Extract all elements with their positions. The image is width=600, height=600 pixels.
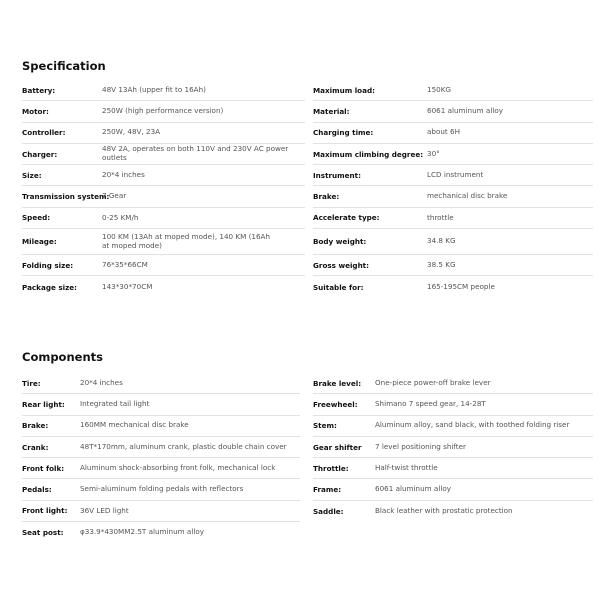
spec-label: Instrument:: [313, 170, 361, 180]
comp-row-brake-level: [313, 373, 593, 394]
comp-value: Aluminum alloy, sand black, with toothed folding riser: [375, 420, 570, 430]
comp-value: 20*4 inches: [80, 377, 123, 387]
comp-row-brake: [22, 416, 300, 437]
comp-row-seat-post: [22, 522, 300, 543]
spec-row-battery: [22, 80, 305, 101]
comp-label: Throttle:: [313, 463, 349, 473]
spec-row-gross-weight: [313, 255, 593, 276]
comp-value: 7 level positioning shifter: [375, 441, 466, 451]
comp-label: Saddle:: [313, 506, 344, 516]
comp-value: Integrated tail light: [80, 399, 150, 409]
spec-value: 250W (high performance version): [102, 106, 224, 116]
comp-row-crank: [22, 437, 300, 458]
spec-value: 0-25 KM/h: [102, 212, 139, 222]
spec-value: 48V 13Ah (upper fit to 16Ah): [102, 84, 206, 94]
spec-label: Mileage:: [22, 237, 57, 247]
comp-label: Stem:: [313, 421, 337, 431]
spec-value: 76*35*66CM: [102, 259, 148, 269]
comp-row-front-folk: [22, 458, 300, 479]
comp-row-front-light: [22, 501, 300, 522]
comp-value: Aluminum shock-absorbing front folk, mechanical lock: [80, 463, 276, 473]
comp-value: 48T*170mm, aluminum crank, plastic double chain cover: [80, 441, 287, 451]
spec-row-size: [22, 165, 305, 186]
spec-value: throttle: [427, 212, 454, 222]
spec-value: 48V 2A, operates on both 110V and 230V AC power outlets: [102, 144, 289, 163]
comp-label: Crank:: [22, 442, 49, 452]
spec-label: Charger:: [22, 149, 58, 159]
spec-label: Brake:: [313, 192, 340, 202]
comp-value: One-piece power-off brake lever: [375, 377, 491, 387]
spec-label: Size:: [22, 170, 42, 180]
specification-left-column: [22, 80, 305, 298]
components-left-column: [22, 373, 300, 543]
comp-value: 6061 aluminum alloy: [375, 484, 451, 494]
components-title: Components: [22, 350, 103, 364]
comp-label: Freewheel:: [313, 399, 358, 409]
comp-value: φ33.9*430MM2.5T aluminum alloy: [80, 527, 204, 537]
spec-row-accelerate-type: [313, 208, 593, 229]
spec-label: Suitable for:: [313, 282, 364, 292]
comp-label: Frame:: [313, 485, 342, 495]
specification-right-column: [313, 80, 593, 298]
comp-row-tire: [22, 373, 300, 394]
spec-label: Transmission system:: [22, 192, 110, 202]
comp-row-throttle: [313, 458, 593, 479]
comp-label: Rear light:: [22, 399, 65, 409]
spec-value: 143*30*70CM: [102, 281, 153, 291]
spec-row-instrument: [313, 165, 593, 186]
comp-label: Tire:: [22, 378, 41, 388]
spec-row-charging-time: [313, 123, 593, 144]
spec-value: 250W, 48V, 23A: [102, 127, 161, 137]
comp-label: Front folk:: [22, 463, 65, 473]
spec-value: 38.5 KG: [427, 259, 456, 269]
spec-label: Package size:: [22, 282, 78, 292]
spec-row-body-weight: [313, 229, 593, 255]
spec-row-motor: [22, 101, 305, 122]
spec-value: 30°: [427, 148, 440, 158]
specification-title: Specification: [22, 59, 106, 73]
spec-row-brake: [313, 186, 593, 207]
spec-row-mileage: [22, 229, 305, 255]
comp-row-freewheel: [313, 394, 593, 415]
comp-value: Shimano 7 speed gear, 14-28T: [375, 399, 486, 409]
spec-row-package-size: [22, 276, 305, 297]
spec-value: 34.8 KG: [427, 236, 456, 246]
spec-row-climbing-degree: [313, 144, 593, 165]
spec-label: Maximum climbing degree:: [313, 149, 424, 159]
spec-value: 6061 aluminum alloy: [427, 106, 503, 116]
comp-value: Black leather with prostatic protection: [375, 506, 513, 516]
comp-value: 160MM mechanical disc brake: [80, 420, 189, 430]
spec-label: Speed:: [22, 213, 51, 223]
spec-label: Controller:: [22, 128, 66, 138]
comp-row-rear-light: [22, 394, 300, 415]
comp-label: Front light:: [22, 506, 68, 516]
comp-row-stem: [313, 416, 593, 437]
spec-label: Maximum load:: [313, 85, 375, 95]
spec-row-speed: [22, 208, 305, 229]
spec-value: mechanical disc brake: [427, 191, 508, 201]
comp-value: Semi-aluminum folding pedals with reflectors: [80, 484, 244, 494]
spec-label: Motor:: [22, 106, 49, 116]
spec-value: 7 Gear: [102, 191, 127, 201]
spec-label: Charging time:: [313, 128, 374, 138]
spec-value: 150KG: [427, 84, 452, 94]
spec-value: LCD instrument: [427, 170, 484, 180]
spec-label: Battery:: [22, 85, 56, 95]
spec-value: 100 KM (13Ah at moped mode), 140 KM (16Ah at moped mode): [102, 231, 271, 250]
comp-row-pedals: [22, 479, 300, 500]
spec-value: about 6H: [427, 127, 461, 137]
spec-value: 165-195CM people: [427, 281, 495, 291]
comp-label: Pedals:: [22, 485, 52, 495]
comp-label: Seat post:: [22, 528, 64, 538]
spec-row-suitable-for: [313, 276, 593, 297]
comp-label: Brake level:: [313, 378, 362, 388]
components-right-column: [313, 373, 593, 522]
spec-row-charger: [22, 144, 305, 165]
comp-label: Gear shifter: [313, 442, 362, 452]
spec-value: 20*4 inches: [102, 170, 145, 180]
spec-row-controller: [22, 123, 305, 144]
spec-label: Accelerate type:: [313, 213, 380, 223]
spec-row-material: [313, 101, 593, 122]
spec-row-transmission: [22, 186, 305, 207]
comp-value: Half-twist throttle: [375, 463, 438, 473]
spec-label: Body weight:: [313, 237, 367, 247]
comp-row-frame: [313, 479, 593, 500]
spec-row-maximum-load: [313, 80, 593, 101]
comp-row-saddle: [313, 501, 593, 522]
comp-label: Brake:: [22, 421, 49, 431]
spec-label: Gross weight:: [313, 260, 369, 270]
comp-value: 36V LED light: [80, 505, 129, 515]
spec-label: Material:: [313, 106, 350, 116]
comp-row-gear-shifter: [313, 437, 593, 458]
spec-label: Folding size:: [22, 260, 74, 270]
spec-row-folding-size: [22, 255, 305, 276]
